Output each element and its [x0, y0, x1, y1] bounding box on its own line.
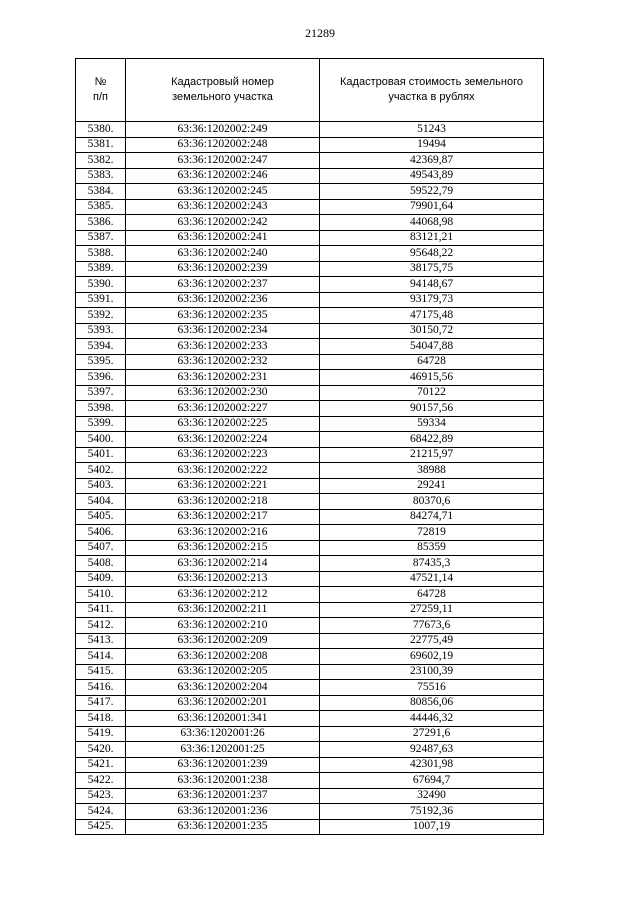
row-number: 5402.	[76, 463, 126, 479]
row-number: 5410.	[76, 587, 126, 603]
cadastral-value: 79901,64	[320, 199, 544, 215]
table-row	[76, 199, 544, 215]
row-number: 5395.	[76, 354, 126, 370]
cadastral-number: 63:36:1202002:239	[126, 261, 320, 277]
header-num: № п/п	[76, 59, 126, 122]
row-number: 5416.	[76, 680, 126, 696]
page-number: 21289	[305, 26, 335, 40]
cadastral-number: 63:36:1202002:222	[126, 463, 320, 479]
cadastral-number: 63:36:1202002:216	[126, 525, 320, 541]
table-row	[76, 122, 544, 138]
row-number: 5401.	[76, 447, 126, 463]
table-row	[76, 757, 544, 773]
cadastral-value: 27259,11	[320, 602, 544, 618]
cadastral-value: 46915,56	[320, 370, 544, 386]
cadastral-number: 63:36:1202001:237	[126, 788, 320, 804]
cadastral-number: 63:36:1202002:234	[126, 323, 320, 339]
row-number: 5417.	[76, 695, 126, 711]
row-number: 5424.	[76, 804, 126, 820]
row-number: 5400.	[76, 432, 126, 448]
row-number: 5422.	[76, 773, 126, 789]
cadastral-number: 63:36:1202001:341	[126, 711, 320, 727]
row-number: 5384.	[76, 184, 126, 200]
cadastral-value: 44068,98	[320, 215, 544, 231]
table-row	[76, 292, 544, 308]
table-row	[76, 401, 544, 417]
table-row	[76, 277, 544, 293]
table-header	[76, 59, 544, 122]
table-row	[76, 773, 544, 789]
table-row	[76, 711, 544, 727]
cadastral-value: 51243	[320, 122, 544, 138]
row-number: 5385.	[76, 199, 126, 215]
row-number: 5392.	[76, 308, 126, 324]
cadastral-value: 72819	[320, 525, 544, 541]
cadastral-value: 27291,6	[320, 726, 544, 742]
cadastral-value: 69602,19	[320, 649, 544, 665]
cadastral-value: 59334	[320, 416, 544, 432]
cadastral-value: 22775,49	[320, 633, 544, 649]
cadastral-value: 95648,22	[320, 246, 544, 262]
cadastral-value: 42301,98	[320, 757, 544, 773]
row-number: 5404.	[76, 494, 126, 510]
row-number: 5411.	[76, 602, 126, 618]
cadastral-number: 63:36:1202002:236	[126, 292, 320, 308]
cadastral-value: 49543,89	[320, 168, 544, 184]
table-row	[76, 246, 544, 262]
table-body	[76, 122, 544, 835]
table-row	[76, 215, 544, 231]
row-number: 5382.	[76, 153, 126, 169]
cadastral-number: 63:36:1202002:201	[126, 695, 320, 711]
row-number: 5412.	[76, 618, 126, 634]
table-row	[76, 695, 544, 711]
cadastral-value: 80370,6	[320, 494, 544, 510]
table-row	[76, 571, 544, 587]
cadastral-number: 63:36:1202002:230	[126, 385, 320, 401]
row-number: 5396.	[76, 370, 126, 386]
table-row	[76, 556, 544, 572]
table-row	[76, 602, 544, 618]
cadastral-number: 63:36:1202002:247	[126, 153, 320, 169]
cadastral-number: 63:36:1202002:224	[126, 432, 320, 448]
cadastral-value: 80856,06	[320, 695, 544, 711]
table-row	[76, 370, 544, 386]
cadastral-value: 92487,63	[320, 742, 544, 758]
table-row	[76, 587, 544, 603]
cadastral-number: 63:36:1202002:223	[126, 447, 320, 463]
header-cadastral-value: Кадастровая стоимость земельного участка в рублях	[320, 59, 544, 122]
cadastral-table	[75, 58, 544, 835]
table-row	[76, 432, 544, 448]
cadastral-number: 63:36:1202002:211	[126, 602, 320, 618]
cadastral-value: 85359	[320, 540, 544, 556]
cadastral-number: 63:36:1202002:215	[126, 540, 320, 556]
cadastral-number: 63:36:1202002:231	[126, 370, 320, 386]
row-number: 5419.	[76, 726, 126, 742]
cadastral-value: 29241	[320, 478, 544, 494]
table-row	[76, 540, 544, 556]
cadastral-number: 63:36:1202002:209	[126, 633, 320, 649]
cadastral-number: 63:36:1202002:235	[126, 308, 320, 324]
cadastral-number: 63:36:1202002:212	[126, 587, 320, 603]
cadastral-number: 63:36:1202002:240	[126, 246, 320, 262]
table-row	[76, 804, 544, 820]
row-number: 5388.	[76, 246, 126, 262]
table-row	[76, 509, 544, 525]
row-number: 5408.	[76, 556, 126, 572]
cadastral-number: 63:36:1202002:221	[126, 478, 320, 494]
cadastral-value: 87435,3	[320, 556, 544, 572]
table-row	[76, 153, 544, 169]
cadastral-value: 38175,75	[320, 261, 544, 277]
cadastral-value: 68422,89	[320, 432, 544, 448]
cadastral-number: 63:36:1202002:213	[126, 571, 320, 587]
cadastral-number: 63:36:1202002:242	[126, 215, 320, 231]
row-number: 5425.	[76, 819, 126, 835]
table-row	[76, 416, 544, 432]
cadastral-value: 32490	[320, 788, 544, 804]
table-row	[76, 742, 544, 758]
table-row	[76, 618, 544, 634]
cadastral-value: 1007,19	[320, 819, 544, 835]
cadastral-value: 70122	[320, 385, 544, 401]
cadastral-value: 47175,48	[320, 308, 544, 324]
row-number: 5407.	[76, 540, 126, 556]
cadastral-value: 64728	[320, 354, 544, 370]
table-row	[76, 261, 544, 277]
cadastral-value: 21215,97	[320, 447, 544, 463]
table-row	[76, 308, 544, 324]
row-number: 5403.	[76, 478, 126, 494]
row-number: 5413.	[76, 633, 126, 649]
row-number: 5390.	[76, 277, 126, 293]
cadastral-number: 63:36:1202002:204	[126, 680, 320, 696]
table-row	[76, 494, 544, 510]
cadastral-value: 23100,39	[320, 664, 544, 680]
cadastral-number: 63:36:1202002:214	[126, 556, 320, 572]
cadastral-value: 90157,56	[320, 401, 544, 417]
cadastral-number: 63:36:1202001:238	[126, 773, 320, 789]
header-row	[76, 59, 544, 122]
cadastral-value: 30150,72	[320, 323, 544, 339]
header-cadastral-number: Кадастровый номер земельного участка	[126, 59, 320, 122]
row-number: 5418.	[76, 711, 126, 727]
table-row	[76, 168, 544, 184]
table-row	[76, 788, 544, 804]
cadastral-number: 63:36:1202002:241	[126, 230, 320, 246]
cadastral-number: 63:36:1202002:225	[126, 416, 320, 432]
table-row	[76, 726, 544, 742]
row-number: 5420.	[76, 742, 126, 758]
table-row	[76, 339, 544, 355]
table-row	[76, 447, 544, 463]
cadastral-value: 75516	[320, 680, 544, 696]
row-number: 5406.	[76, 525, 126, 541]
cadastral-value: 42369,87	[320, 153, 544, 169]
cadastral-number: 63:36:1202002:233	[126, 339, 320, 355]
cadastral-number: 63:36:1202002:227	[126, 401, 320, 417]
table-row	[76, 463, 544, 479]
row-number: 5415.	[76, 664, 126, 680]
cadastral-number: 63:36:1202002:246	[126, 168, 320, 184]
cadastral-value: 64728	[320, 587, 544, 603]
row-number: 5397.	[76, 385, 126, 401]
cadastral-value: 54047,88	[320, 339, 544, 355]
cadastral-number: 63:36:1202002:210	[126, 618, 320, 634]
cadastral-number: 63:36:1202002:249	[126, 122, 320, 138]
row-number: 5405.	[76, 509, 126, 525]
table-row	[76, 230, 544, 246]
cadastral-number: 63:36:1202002:243	[126, 199, 320, 215]
row-number: 5380.	[76, 122, 126, 138]
row-number: 5399.	[76, 416, 126, 432]
table-row	[76, 633, 544, 649]
table-row	[76, 354, 544, 370]
cadastral-value: 84274,71	[320, 509, 544, 525]
row-number: 5398.	[76, 401, 126, 417]
cadastral-value: 38988	[320, 463, 544, 479]
table-row	[76, 664, 544, 680]
table-row	[76, 819, 544, 835]
cadastral-number: 63:36:1202002:232	[126, 354, 320, 370]
row-number: 5421.	[76, 757, 126, 773]
row-number: 5389.	[76, 261, 126, 277]
cadastral-number: 63:36:1202001:25	[126, 742, 320, 758]
row-number: 5414.	[76, 649, 126, 665]
table-row	[76, 385, 544, 401]
row-number: 5393.	[76, 323, 126, 339]
table-row	[76, 323, 544, 339]
row-number: 5394.	[76, 339, 126, 355]
cadastral-value: 19494	[320, 137, 544, 153]
cadastral-value: 83121,21	[320, 230, 544, 246]
cadastral-number: 63:36:1202001:236	[126, 804, 320, 820]
cadastral-number: 63:36:1202002:205	[126, 664, 320, 680]
cadastral-number: 63:36:1202002:237	[126, 277, 320, 293]
row-number: 5386.	[76, 215, 126, 231]
cadastral-value: 94148,67	[320, 277, 544, 293]
row-number: 5391.	[76, 292, 126, 308]
cadastral-value: 59522,79	[320, 184, 544, 200]
table-row	[76, 649, 544, 665]
table-row	[76, 525, 544, 541]
cadastral-number: 63:36:1202002:217	[126, 509, 320, 525]
cadastral-number: 63:36:1202002:218	[126, 494, 320, 510]
table-row	[76, 137, 544, 153]
row-number: 5381.	[76, 137, 126, 153]
cadastral-number: 63:36:1202001:26	[126, 726, 320, 742]
cadastral-value: 77673,6	[320, 618, 544, 634]
row-number: 5383.	[76, 168, 126, 184]
cadastral-number: 63:36:1202002:248	[126, 137, 320, 153]
cadastral-value: 47521,14	[320, 571, 544, 587]
cadastral-value: 67694,7	[320, 773, 544, 789]
cadastral-number: 63:36:1202002:245	[126, 184, 320, 200]
row-number: 5409.	[76, 571, 126, 587]
cadastral-number: 63:36:1202001:239	[126, 757, 320, 773]
cadastral-number: 63:36:1202001:235	[126, 819, 320, 835]
cadastral-value: 75192,36	[320, 804, 544, 820]
row-number: 5387.	[76, 230, 126, 246]
table-row	[76, 680, 544, 696]
cadastral-number: 63:36:1202002:208	[126, 649, 320, 665]
row-number: 5423.	[76, 788, 126, 804]
cadastral-value: 44446,32	[320, 711, 544, 727]
table-row	[76, 478, 544, 494]
cadastral-value: 93179,73	[320, 292, 544, 308]
table-row	[76, 184, 544, 200]
